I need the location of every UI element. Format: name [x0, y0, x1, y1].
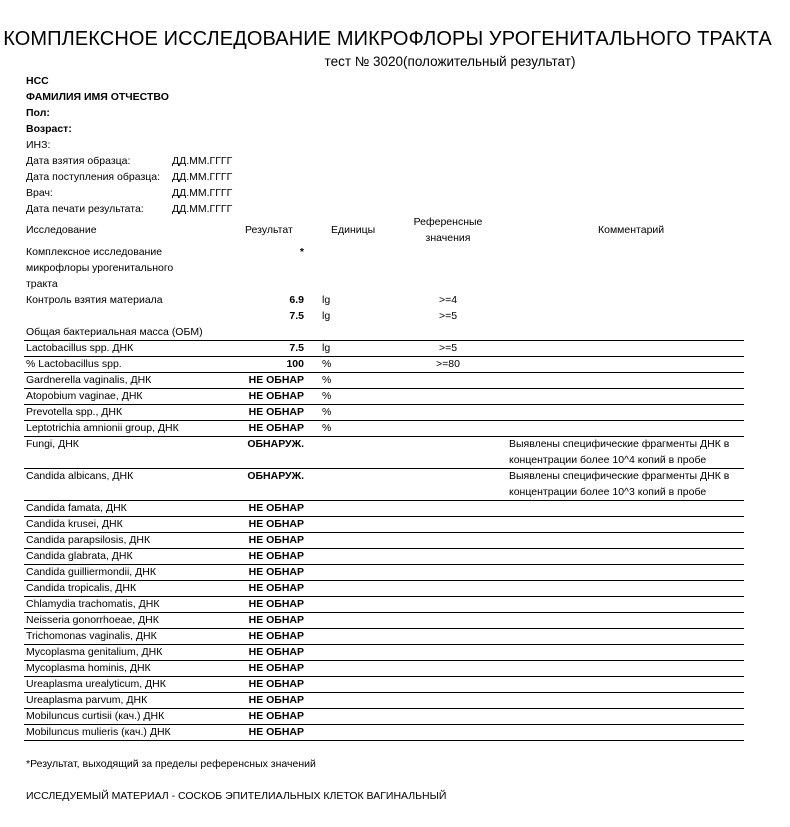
- study-name: % Lactobacillus spp.: [26, 358, 122, 370]
- lab-code: НСС: [26, 75, 49, 87]
- row-divider: [24, 596, 744, 597]
- study-name: Общая бактериальная масса (ОБМ): [26, 326, 203, 338]
- result-value: НЕ ОБНАР: [248, 726, 304, 738]
- result-value: 100: [286, 358, 304, 370]
- study-name-line1: Комплексное исследование: [26, 246, 163, 258]
- arrival-date-label: Дата поступления образца:: [26, 171, 161, 183]
- result-value: НЕ ОБНАР: [248, 550, 304, 562]
- result-value: НЕ ОБНАР: [248, 502, 304, 514]
- col-units: Единицы: [331, 224, 376, 236]
- sample-date-value: ДД.ММ.ГГГГ: [172, 155, 233, 167]
- study-name: Candida krusei, ДНК: [26, 518, 123, 530]
- result-value: НЕ ОБНАР: [248, 406, 304, 418]
- study-name: Ureaplasma parvum, ДНК: [26, 694, 148, 706]
- row-divider: [24, 692, 744, 693]
- units-value: %: [322, 358, 332, 370]
- reference-value: >=4: [438, 294, 458, 306]
- result-value: НЕ ОБНАР: [248, 630, 304, 642]
- study-name: Candida glabrata, ДНК: [26, 550, 133, 562]
- units-value: %: [322, 374, 332, 386]
- units-value: lg: [322, 310, 331, 322]
- result-value: НЕ ОБНАР: [248, 710, 304, 722]
- study-name: Ureaplasma urealyticum, ДНК: [26, 678, 166, 690]
- row-divider: [24, 548, 744, 549]
- row-divider: [24, 708, 744, 709]
- row-divider: [24, 420, 744, 421]
- units-value: %: [322, 390, 332, 402]
- result-value: НЕ ОБНАР: [248, 566, 304, 578]
- result-value: НЕ ОБНАР: [248, 374, 304, 386]
- doctor-value: ДД.ММ.ГГГГ: [172, 187, 233, 199]
- inz-label: ИНЗ:: [26, 139, 51, 151]
- col-result: Результат: [245, 224, 293, 236]
- row-divider: [24, 468, 744, 469]
- result-value: НЕ ОБНАР: [248, 598, 304, 610]
- study-name: Prevotella spp., ДНК: [26, 406, 123, 418]
- row-divider: [24, 564, 744, 565]
- result-value: 7.5: [289, 310, 304, 322]
- result-value: ОБНАРУЖ.: [247, 438, 304, 450]
- row-divider: [24, 660, 744, 661]
- row-divider: [24, 724, 744, 725]
- result-value: НЕ ОБНАР: [248, 694, 304, 706]
- result-value: НЕ ОБНАР: [248, 534, 304, 546]
- result-value: НЕ ОБНАР: [248, 582, 304, 594]
- row-divider: [24, 628, 744, 629]
- result-value: НЕ ОБНАР: [248, 614, 304, 626]
- row-divider: [24, 404, 744, 405]
- row-divider: [24, 388, 744, 389]
- result-value: 6.9: [289, 294, 304, 306]
- row-divider: [24, 644, 744, 645]
- row-divider: [24, 436, 744, 437]
- study-name: Контроль взятия материала: [26, 294, 163, 306]
- row-divider: [24, 676, 744, 677]
- study-name: Mobiluncus mulieris (кач.) ДНК: [26, 726, 171, 738]
- study-name: Leptotrichia amnionii group, ДНК: [26, 422, 179, 434]
- row-divider: [24, 612, 744, 613]
- reference-value: >=5: [438, 342, 458, 354]
- result-value: ОБНАРУЖ.: [247, 470, 304, 482]
- sex-label: Пол:: [26, 107, 50, 119]
- row-divider: [24, 580, 744, 581]
- doctor-label: Врач:: [26, 187, 53, 199]
- row-divider: [24, 372, 744, 373]
- result-value: НЕ ОБНАР: [248, 662, 304, 674]
- col-study: Исследование: [26, 224, 97, 236]
- units-value: %: [322, 406, 332, 418]
- patient-name: ФАМИЛИЯ ИМЯ ОТЧЕСТВО: [26, 91, 169, 103]
- study-name: Mobiluncus curtisii (кач.) ДНК: [26, 710, 165, 722]
- result-value: *: [299, 246, 304, 258]
- report-subtitle: тест № 3020(положительный результат): [324, 54, 576, 69]
- study-name-line3: тракта: [26, 278, 58, 290]
- result-value: НЕ ОБНАР: [248, 422, 304, 434]
- report-title: КОМПЛЕКСНОЕ ИССЛЕДОВАНИЕ МИКРОФЛОРЫ УРОГЕНИТАЛЬНОГО ТРАКТА: [3, 28, 772, 50]
- footnote: *Результат, выходящий за пределы референсных значений: [26, 758, 316, 770]
- reference-value: >=80: [436, 358, 460, 370]
- units-value: lg: [322, 342, 331, 354]
- study-name: Candida albicans, ДНК: [26, 470, 134, 482]
- col-ref-line2: значения: [425, 232, 471, 244]
- units-value: lg: [322, 294, 331, 306]
- study-name: Candida parapsilosis, ДНК: [26, 534, 151, 546]
- study-name: Chlamydia trachomatis, ДНК: [26, 598, 160, 610]
- sample-date-label: Дата взятия образца:: [26, 155, 131, 167]
- study-name: Mycoplasma hominis, ДНК: [26, 662, 151, 674]
- study-name: Mycoplasma genitalium, ДНК: [26, 646, 163, 658]
- age-label: Возраст:: [26, 123, 72, 135]
- result-value: НЕ ОБНАР: [248, 678, 304, 690]
- comment-line1: Выявлены специфические фрагменты ДНК в: [509, 438, 730, 450]
- study-name: Candida famata, ДНК: [26, 502, 127, 514]
- reference-value: >=5: [438, 310, 458, 322]
- study-name-line2: микрофлоры урогенитального: [26, 262, 174, 274]
- study-name: Trichomonas vaginalis, ДНК: [26, 630, 157, 642]
- col-comment: Комментарий: [598, 224, 665, 236]
- row-divider: [24, 532, 744, 533]
- row-divider: [24, 340, 744, 341]
- col-ref-line1: Референсные: [413, 216, 483, 228]
- material-note: ИССЛЕДУЕМЫЙ МАТЕРИАЛ - СОСКОБ ЭПИТЕЛИАЛЬНЫХ КЛЕТОК ВАГИНАЛЬНЫЙ: [26, 790, 447, 802]
- arrival-date-value: ДД.ММ.ГГГГ: [172, 171, 233, 183]
- row-divider: [24, 356, 744, 357]
- result-value: НЕ ОБНАР: [248, 390, 304, 402]
- study-name: Lactobacillus spp. ДНК: [26, 342, 134, 354]
- row-divider: [24, 516, 744, 517]
- row-divider: [24, 740, 744, 741]
- comment-line1: Выявлены специфические фрагменты ДНК в: [509, 470, 730, 482]
- result-value: НЕ ОБНАР: [248, 518, 304, 530]
- study-name: Atopobium vaginae, ДНК: [26, 390, 143, 402]
- comment-line2: концентрации более 10^3 копий в пробе: [509, 486, 707, 498]
- study-name: Gardnerella vaginalis, ДНК: [26, 374, 152, 386]
- result-value: НЕ ОБНАР: [248, 646, 304, 658]
- study-name: Candida guilliermondii, ДНК: [26, 566, 156, 578]
- print-date-value: ДД.ММ.ГГГГ: [172, 203, 233, 215]
- row-divider: [24, 500, 744, 501]
- result-value: 7.5: [289, 342, 304, 354]
- study-name: Fungi, ДНК: [26, 438, 79, 450]
- study-name: Neisseria gonorrhoeae, ДНК: [26, 614, 159, 626]
- units-value: %: [322, 422, 332, 434]
- study-name: Candida tropicalis, ДНК: [26, 582, 137, 594]
- print-date-label: Дата печати результата:: [26, 203, 144, 215]
- comment-line2: концентрации более 10^4 копий в пробе: [509, 454, 707, 466]
